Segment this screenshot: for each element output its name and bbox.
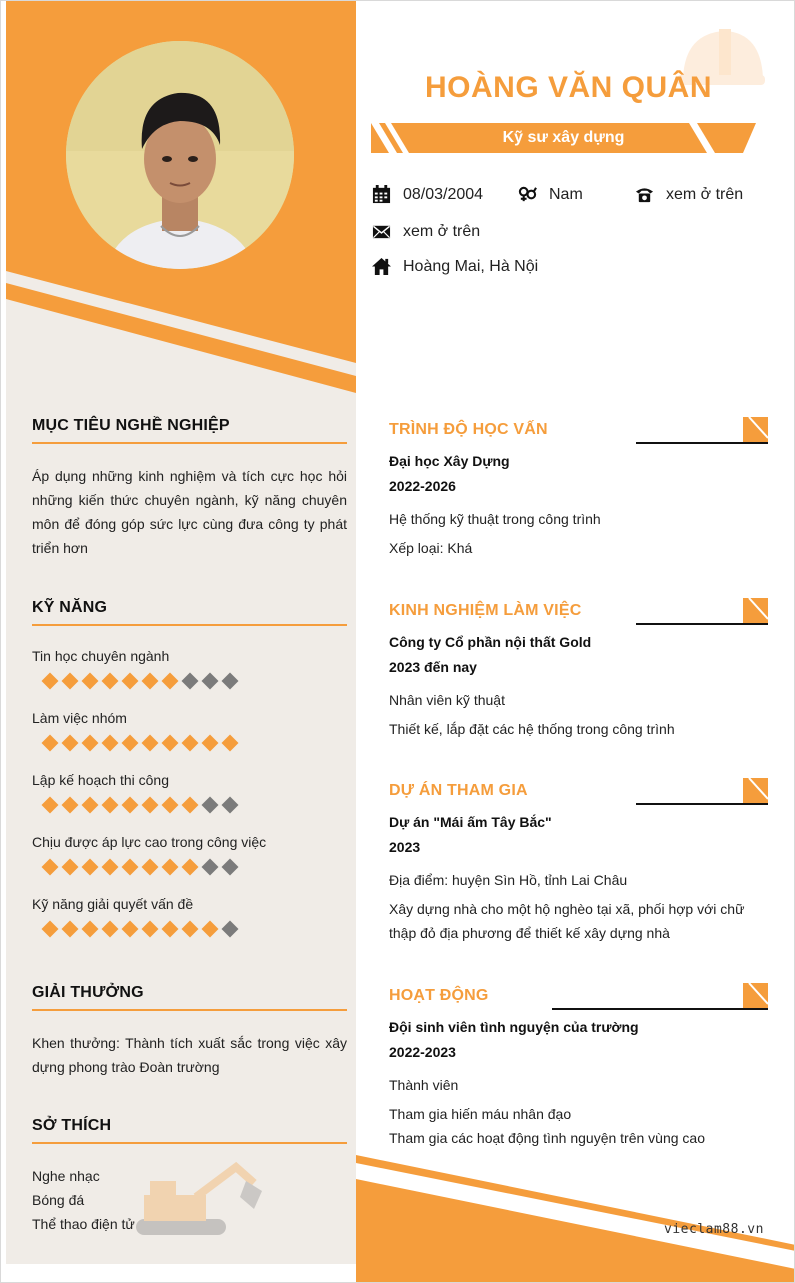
education-org: Đại học Xây Dựng [389, 453, 510, 469]
rating-diamond-filled [122, 797, 139, 814]
activities-period: 2022-2023 [389, 1044, 456, 1060]
rating-diamond-filled [82, 859, 99, 876]
section-corner-mark [743, 417, 768, 442]
rating-diamond-filled [102, 859, 119, 876]
rating-diamond-filled [82, 735, 99, 752]
awards-text: Khen thưởng: Thành tích xuất sắc trong việc xây dựng phong trào Đoàn trường [32, 1035, 347, 1075]
job-title: Kỹ sư xây dựng [502, 129, 625, 146]
rating-diamond-filled [42, 673, 59, 690]
dob-info [372, 185, 483, 204]
gender-info [518, 185, 583, 204]
skills-section [32, 599, 347, 958]
projects-heading: DỰ ÁN THAM GIA [389, 782, 528, 799]
rating-diamond-filled [82, 673, 99, 690]
hobbies-heading: SỞ THÍCH [32, 1117, 347, 1144]
skill-rating [42, 732, 347, 772]
gender-value: Nam [549, 185, 583, 203]
rating-diamond-filled [202, 735, 219, 752]
projects-line: Địa điểm: huyện Sìn Hồ, tỉnh Lai Châu [389, 872, 628, 888]
objective-text: Áp dụng những kinh nghiệm và tích cực học hỏi những kiến thức chuyên ngành, kỹ năng chuyên môn để đóng góp sức lực cùng đưa công ty phát triển hơn [32, 468, 347, 556]
rating-diamond-filled [102, 735, 119, 752]
skill-rating [42, 670, 347, 710]
projects-period: 2023 [389, 839, 421, 855]
rating-diamond-filled [162, 921, 179, 938]
skill-rating [42, 918, 347, 958]
rating-diamond-filled [182, 859, 199, 876]
experience-line: Nhân viên kỹ thuật [389, 692, 505, 708]
rating-diamond-filled [42, 735, 59, 752]
rating-diamond-filled [82, 921, 99, 938]
section-divider [636, 623, 768, 625]
hobbies-section [32, 1117, 347, 1236]
section-divider [636, 803, 768, 805]
section-corner-mark [743, 598, 768, 623]
skill-name: Chịu được áp lực cao trong công việc [32, 834, 267, 850]
experience-line: Thiết kế, lắp đặt các hệ thống trong công trình [389, 721, 675, 737]
rating-diamond-empty [202, 859, 219, 876]
skill-rating [42, 856, 347, 896]
rating-diamond-filled [162, 735, 179, 752]
rating-diamond-filled [182, 735, 199, 752]
projects-org: Dự án "Mái ấm Tây Bắc" [389, 814, 552, 830]
activities-heading: HOẠT ĐỘNG [389, 987, 489, 1004]
gender-icon [518, 185, 537, 204]
rating-diamond-filled [222, 735, 239, 752]
education-line: Hệ thống kỹ thuật trong công trình [389, 511, 601, 527]
activities-line: Tham gia các hoạt động tình nguyện trên vùng cao [389, 1130, 705, 1146]
hobby-item: Thể thao điện tử [32, 1216, 135, 1232]
rating-diamond-filled [62, 859, 79, 876]
rating-diamond-filled [42, 797, 59, 814]
candidate-name: HOÀNG VĂN QUÂN [424, 71, 712, 104]
rating-diamond-empty [222, 859, 239, 876]
activities-line: Thành viên [389, 1077, 459, 1093]
rating-diamond-filled [122, 921, 139, 938]
experience-heading: KINH NGHIỆM LÀM VIỆC [389, 602, 582, 619]
hobby-item: Nghe nhạc [32, 1168, 100, 1184]
phone-value: xem ở trên [666, 185, 744, 203]
rating-diamond-filled [182, 797, 199, 814]
home-icon [372, 257, 391, 276]
objective-section [32, 417, 347, 560]
calendar-icon [372, 185, 391, 204]
education-section [389, 409, 774, 560]
watermark: vieclam88.vn [664, 1222, 764, 1237]
rating-diamond-filled [102, 797, 119, 814]
rating-diamond-filled [62, 735, 79, 752]
rating-diamond-filled [162, 797, 179, 814]
skill-name: Kỹ năng giải quyết vấn đề [32, 896, 194, 912]
activities-line: Tham gia hiến máu nhân đạo [389, 1106, 572, 1122]
rating-diamond-filled [122, 859, 139, 876]
rating-diamond-filled [142, 859, 159, 876]
section-corner-mark [743, 778, 768, 803]
left-column [6, 1, 356, 1264]
projects-line: Xây dựng nhà cho một hộ nghèo tại xã, phối hợp với chữ thập đỏ địa phương để thiết kế xây dựng nhà [389, 901, 745, 941]
profile-photo [66, 41, 294, 269]
rating-diamond-filled [142, 673, 159, 690]
address-info [372, 257, 538, 276]
rating-diamond-filled [142, 921, 159, 938]
rating-diamond-filled [62, 921, 79, 938]
rating-diamond-empty [222, 797, 239, 814]
footer-decoration [356, 1151, 795, 1283]
rating-diamond-empty [182, 673, 199, 690]
rating-diamond-filled [122, 735, 139, 752]
section-divider [552, 1008, 768, 1010]
education-line: Xếp loại: Khá [389, 540, 473, 556]
rating-diamond-filled [202, 921, 219, 938]
rating-diamond-empty [222, 673, 239, 690]
email-info [372, 222, 480, 241]
awards-heading: GIẢI THƯỞNG [32, 984, 347, 1011]
rating-diamond-filled [102, 921, 119, 938]
projects-section [389, 770, 774, 945]
rating-diamond-filled [42, 859, 59, 876]
skills-list [32, 648, 347, 958]
rating-diamond-empty [202, 673, 219, 690]
rating-diamond-filled [182, 921, 199, 938]
rating-diamond-filled [162, 673, 179, 690]
skills-heading: KỸ NĂNG [32, 599, 347, 626]
phone-icon [635, 185, 654, 204]
phone-info [635, 185, 743, 204]
rating-diamond-empty [202, 797, 219, 814]
rating-diamond-filled [122, 673, 139, 690]
skill-rating [42, 794, 347, 834]
experience-section [389, 590, 774, 741]
rating-diamond-filled [102, 673, 119, 690]
rating-diamond-filled [162, 859, 179, 876]
rating-diamond-filled [82, 797, 99, 814]
skill-name: Tin học chuyên ngành [32, 648, 170, 664]
education-heading: TRÌNH ĐỘ HỌC VẤN [389, 421, 548, 438]
objective-heading: MỤC TIÊU NGHỀ NGHIỆP [32, 417, 347, 444]
rating-diamond-empty [222, 921, 239, 938]
rating-diamond-filled [42, 921, 59, 938]
email-value: xem ở trên [403, 222, 481, 240]
rating-diamond-filled [62, 673, 79, 690]
section-divider [636, 442, 768, 444]
education-period: 2022-2026 [389, 478, 456, 494]
envelope-icon [372, 222, 391, 241]
rating-diamond-filled [142, 797, 159, 814]
rating-diamond-filled [62, 797, 79, 814]
rating-diamond-filled [142, 735, 159, 752]
skill-name: Làm việc nhóm [32, 710, 127, 726]
activities-org: Đội sinh viên tình nguyện của trường [389, 1019, 639, 1035]
activities-section [389, 975, 774, 1150]
awards-section [32, 984, 347, 1079]
section-corner-mark [743, 983, 768, 1008]
skill-name: Lập kế hoạch thi công [32, 772, 169, 788]
hobby-item: Bóng đá [32, 1192, 85, 1208]
experience-period: 2023 đến nay [389, 659, 477, 675]
dob-value: 08/03/2004 [403, 185, 484, 203]
address-value: Hoàng Mai, Hà Nội [403, 257, 539, 275]
experience-org: Công ty Cổ phần nội thất Gold [389, 634, 592, 650]
